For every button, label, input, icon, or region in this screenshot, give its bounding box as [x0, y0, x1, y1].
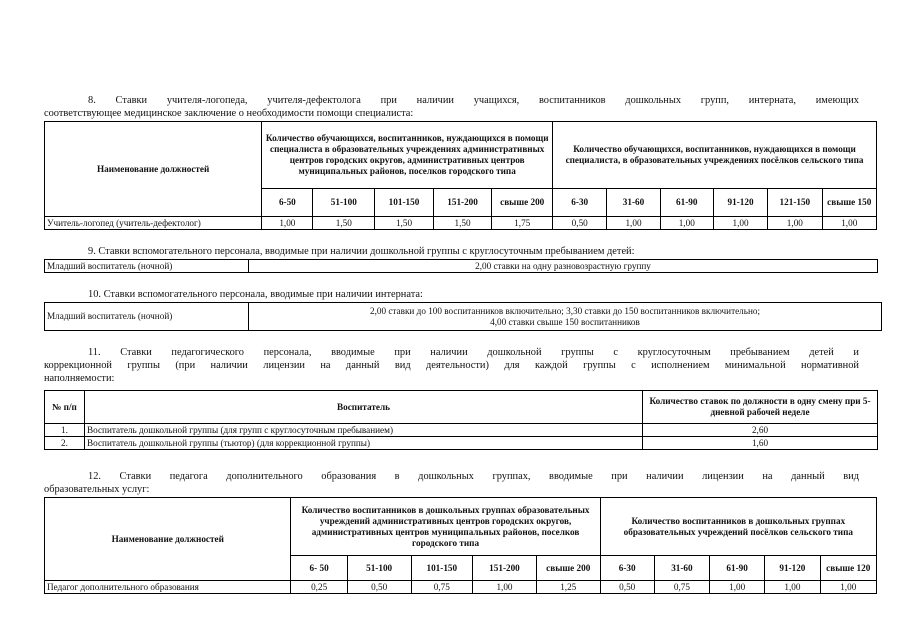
s12-table — [44, 497, 877, 594]
s8-range-rural: 6-30 — [553, 189, 607, 217]
s8-range-city: 101-150 — [375, 189, 434, 217]
table-cell: 1,00 — [713, 217, 767, 230]
s9-heading: 9. Ставки вспомогательного персонала, вводимые при наличии дошкольной группы с круглосуточным пребыванием детей: — [88, 246, 635, 257]
s12-range-rural: 6-30 — [600, 556, 654, 581]
table-cell: 1,50 — [313, 217, 375, 230]
s11-row-num: 1. — [45, 424, 85, 437]
s10-value-line1: 2,00 ставки до 100 воспитанников включительно; 3,30 ставки до 150 воспитанников включительно; — [369, 305, 761, 316]
s8-range-rural: 31-60 — [607, 189, 660, 217]
s8-range-rural: 61-90 — [660, 189, 713, 217]
s11-row-value: 1,60 — [643, 437, 878, 450]
s8-range-rural: свыше 150 — [822, 189, 877, 217]
s10-value-line2: 4,00 ставки свыше 150 воспитанников — [490, 316, 640, 327]
table-cell: 1,50 — [375, 217, 434, 230]
table-cell: 1,00 — [768, 217, 822, 230]
s8-range-city: 6-50 — [262, 189, 313, 217]
s8-group-city-header: Количество обучающихся, воспитанников, нуждающихся в помощи специалиста в образовательных учреждениях административных центров городских округов, административных центров муниципальных районов, поселков городского типа — [262, 122, 553, 189]
s11-row-name: Воспитатель дошкольной группы (тьютор) (для коррекционной группы) — [85, 437, 643, 450]
s12-range-city: 6- 50 — [291, 556, 347, 581]
s11-col-num: № п/п — [45, 391, 85, 424]
s9-table — [44, 259, 878, 273]
table-cell: 1,25 — [536, 581, 600, 594]
table-row — [45, 260, 878, 273]
s11-row-name: Воспитатель дошкольной группы (для групп с круглосуточным пребыванием) — [85, 424, 643, 437]
s12-range-city: свыше 200 — [536, 556, 600, 581]
table-row — [45, 424, 878, 437]
s10-row-name: Младший воспитатель (ночной) — [45, 303, 249, 331]
s8-range-city: 151-200 — [433, 189, 492, 217]
s8-range-city: свыше 200 — [492, 189, 553, 217]
s12-heading-line2: образовательных услуг: — [44, 484, 150, 495]
table-cell: 0,75 — [654, 581, 709, 594]
s11-col-count: Количество ставок по должности в одну смену при 5-дневной рабочей неделе — [643, 391, 878, 424]
s8-heading-line2: соответствующее медицинское заключение о необходимости помощи специалиста: — [44, 108, 414, 119]
s11-row-num: 2. — [45, 437, 85, 450]
s11-heading-line3: наполняемости: — [44, 373, 115, 384]
s8-table — [44, 121, 877, 230]
table-cell: 1,00 — [710, 581, 765, 594]
s10-table — [44, 302, 882, 331]
table-cell: 1,00 — [262, 217, 313, 230]
s8-range-rural: 91-120 — [713, 189, 767, 217]
s12-row-name: Педагог дополнительного образования — [45, 581, 291, 594]
s12-group-rural-header: Количество воспитанников в дошкольных группах образовательных учреждений посёлков сельского типа — [600, 498, 876, 556]
s10-row-value — [249, 303, 882, 331]
table-cell: 1,75 — [492, 217, 553, 230]
table-cell: 1,00 — [473, 581, 537, 594]
s12-range-rural: 91-120 — [765, 556, 820, 581]
s8-range-rural: 121-150 — [768, 189, 822, 217]
s12-range-city: 51-100 — [347, 556, 411, 581]
s11-heading-line2: коррекционной группы (при наличии лицензии на данный вид деятельности) для каждой группы с исполнением минимальной нормативной — [44, 360, 859, 371]
s8-range-city: 51-100 — [313, 189, 375, 217]
s9-row-name: Младший воспитатель (ночной) — [45, 260, 249, 273]
s12-range-rural: свыше 120 — [820, 556, 877, 581]
table-cell: 0,75 — [411, 581, 473, 594]
s8-row-name: Учитель-логопед (учитель-дефектолог) — [45, 217, 262, 230]
s12-range-city: 101-150 — [411, 556, 473, 581]
table-cell: 0,50 — [347, 581, 411, 594]
s11-row-value: 2,60 — [643, 424, 878, 437]
s11-table — [44, 390, 878, 450]
s11-col-name: Воспитатель — [85, 391, 643, 424]
s12-range-city: 151-200 — [473, 556, 537, 581]
s12-col-name: Наименование должностей — [45, 498, 291, 581]
table-cell: 1,00 — [660, 217, 713, 230]
table-row — [45, 217, 877, 230]
s12-heading-line1: 12. Ставки педагога дополнительного образования в дошкольных группах, вводимые при наличии лицензии на данный вид — [88, 471, 859, 482]
s8-group-rural-header: Количество обучающихся, воспитанников, нуждающихся в помощи специалиста, в образовательных учреждениях посёлков сельского типа — [553, 122, 877, 189]
table-row — [45, 303, 882, 331]
s10-heading: 10. Ставки вспомогательного персонала, вводимые при наличии интерната: — [88, 289, 423, 300]
s12-range-rural: 61-90 — [710, 556, 765, 581]
table-cell: 0,50 — [600, 581, 654, 594]
table-cell: 0,25 — [291, 581, 347, 594]
table-cell: 0,50 — [553, 217, 607, 230]
table-cell: 1,50 — [433, 217, 492, 230]
s8-col-name: Наименование должностей — [45, 122, 262, 217]
table-row — [45, 437, 878, 450]
s11-heading-line1: 11. Ставки педагогического персонала, вводимые при наличии дошкольной группы с круглосуточным пребыванием детей и — [88, 347, 859, 358]
table-row — [45, 581, 877, 594]
table-cell: 1,00 — [765, 581, 820, 594]
table-cell: 1,00 — [607, 217, 660, 230]
s12-group-city-header: Количество воспитанников в дошкольных группах образовательных учреждений административных центров городских округов, административных центров муниципальных районов, поселков городского типа — [291, 498, 600, 556]
s9-row-value: 2,00 ставки на одну разновозрастную группу — [249, 260, 878, 273]
table-cell: 1,00 — [822, 217, 877, 230]
table-cell: 1,00 — [820, 581, 877, 594]
s12-range-rural: 31-60 — [654, 556, 709, 581]
s8-heading-line1: 8. Ставки учителя-логопеда, учителя-дефектолога при наличии учащихся, воспитанников дошкольных групп, интерната, имеющих — [88, 95, 859, 106]
